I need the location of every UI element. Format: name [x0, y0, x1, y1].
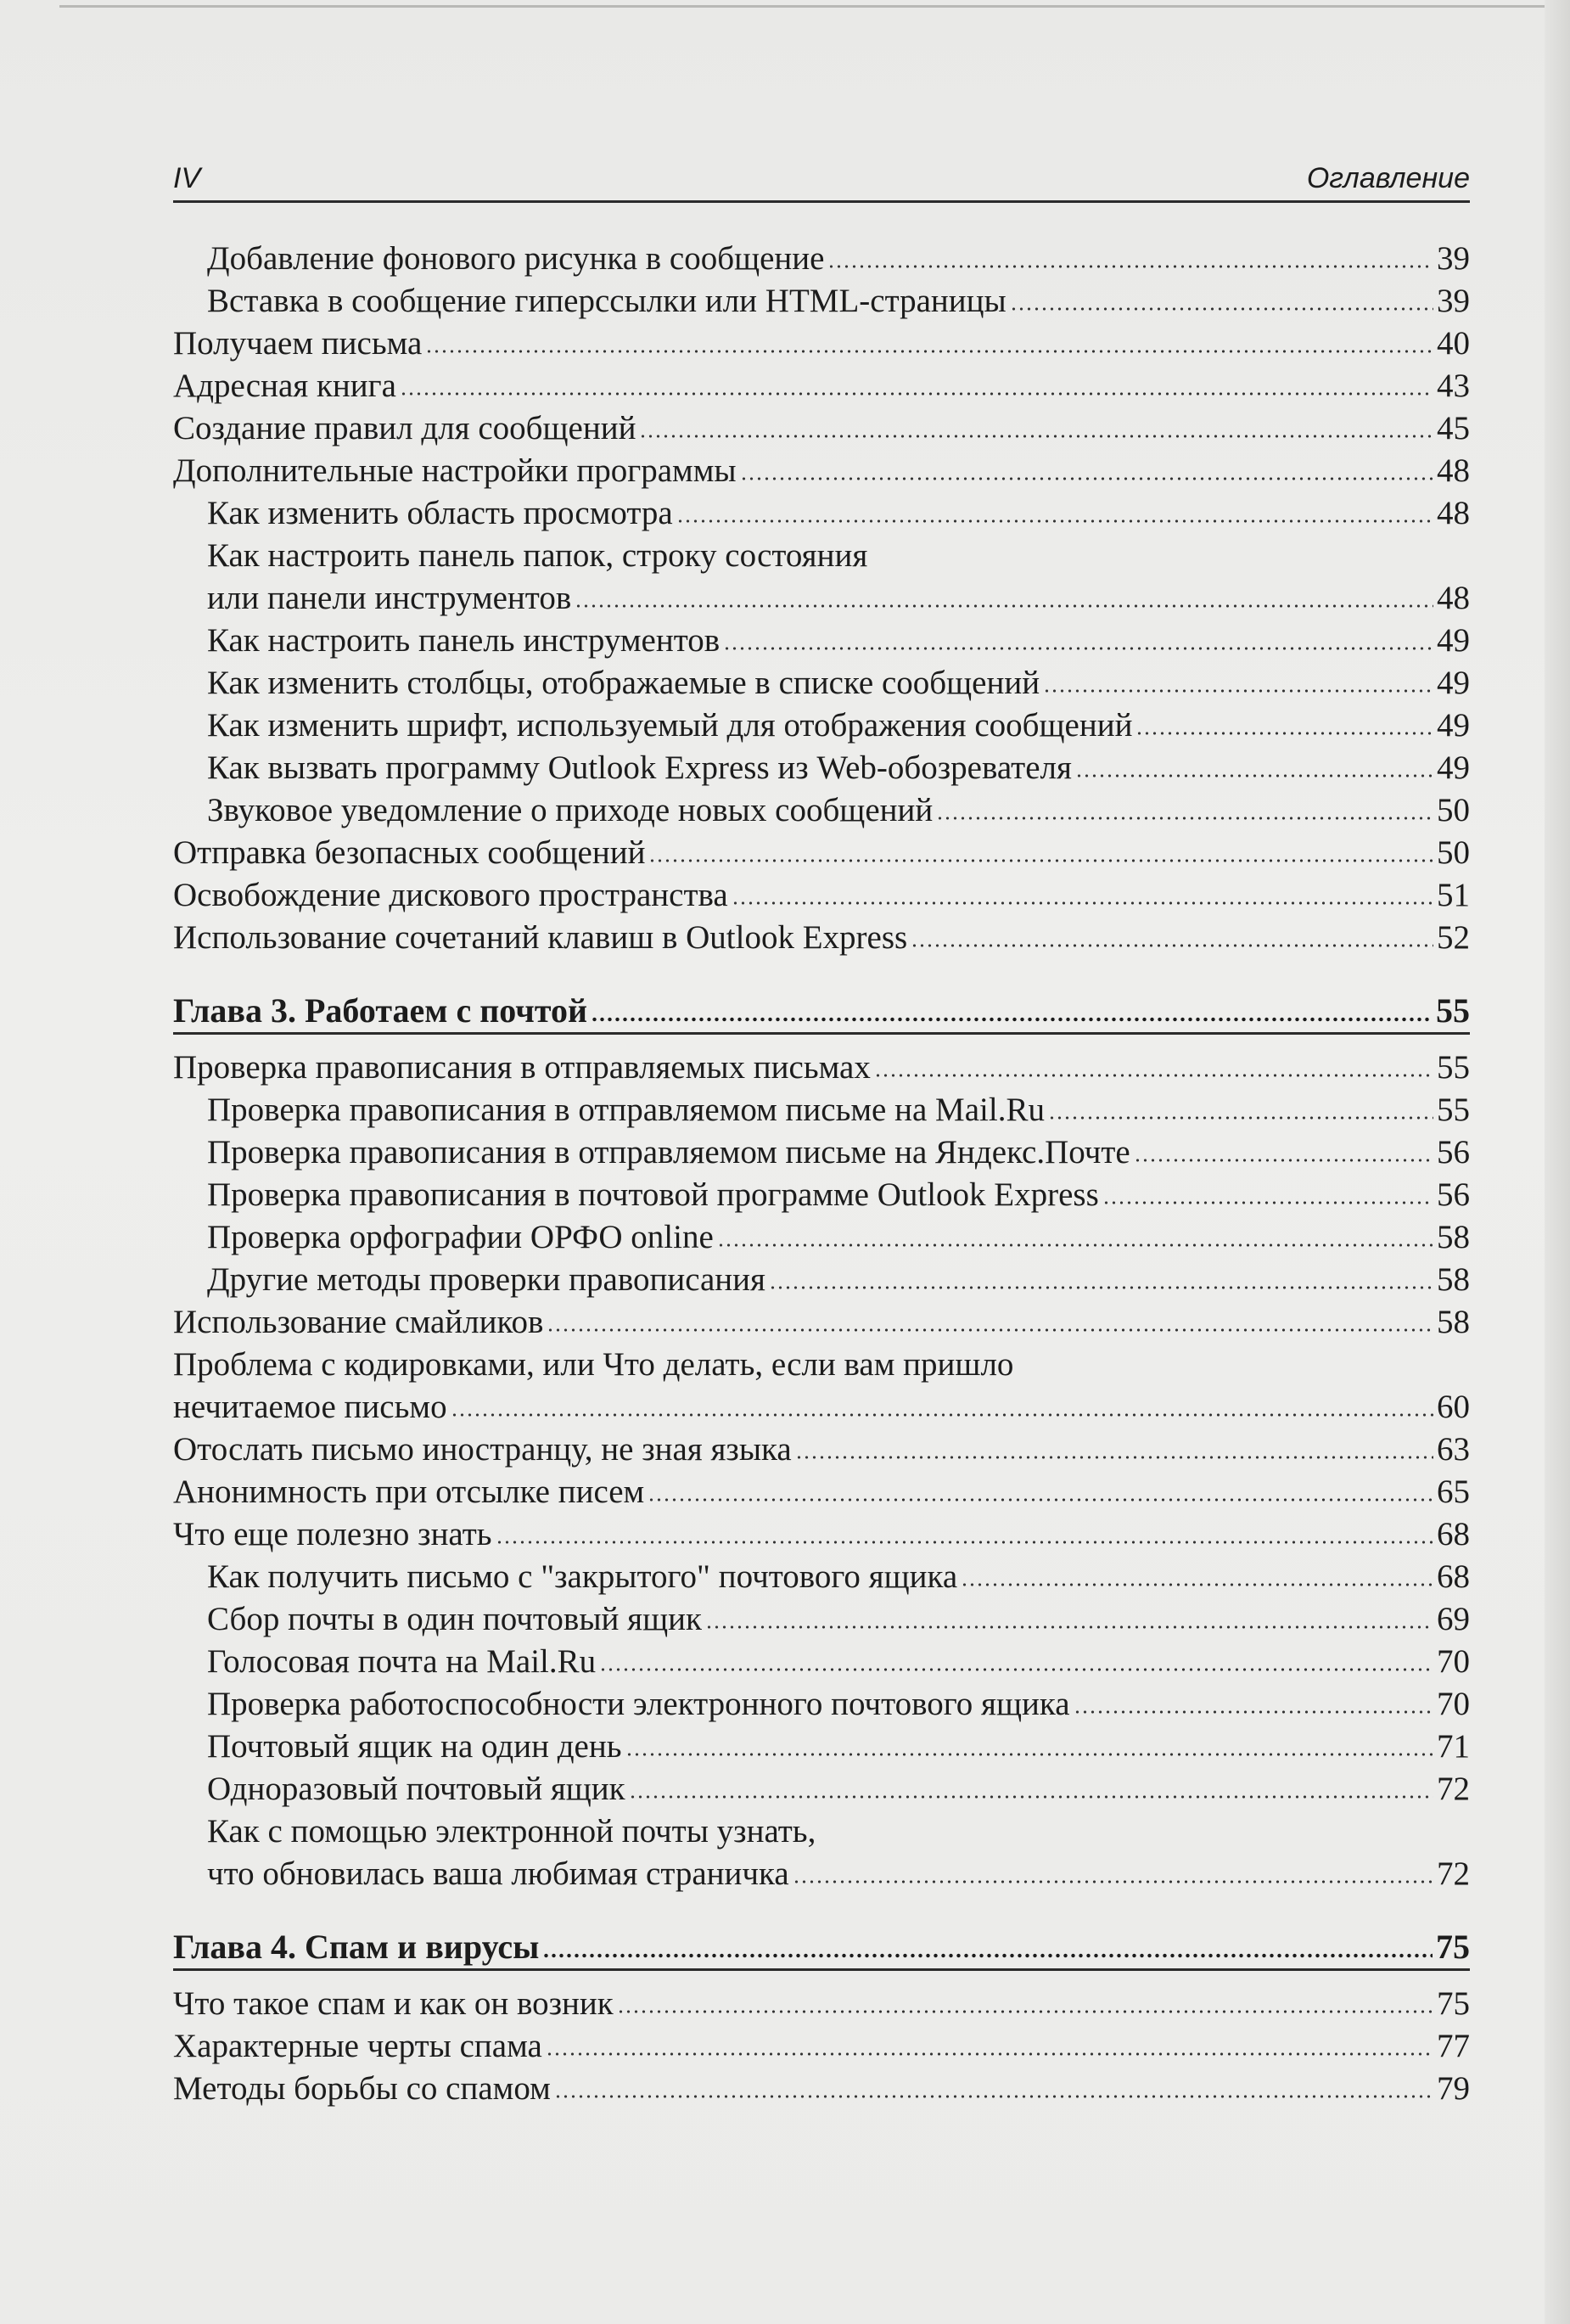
- leader-dots: [599, 1667, 1433, 1672]
- leader-dots: [1043, 688, 1433, 693]
- toc-entry-page: 43: [1437, 368, 1470, 404]
- toc-entry-title: Проверка правописания в отправляемом письме на Mail.Ru: [207, 1092, 1045, 1128]
- toc-entry-title: Создание правил для сообщений: [173, 410, 636, 446]
- toc-entry-title: Проверка орфографии ОРФО online: [207, 1219, 714, 1255]
- toc-entry-page: 56: [1437, 1134, 1470, 1170]
- leader-dots: [648, 1497, 1433, 1502]
- toc-entry-page: 56: [1437, 1176, 1470, 1213]
- toc-entry-page: 49: [1437, 665, 1470, 701]
- toc-entry[interactable]: [173, 662, 1470, 704]
- toc-entry[interactable]: [173, 1853, 1470, 1895]
- leader-dots: [705, 1625, 1433, 1630]
- chapter-page: 55: [1436, 991, 1470, 1030]
- toc-entry-title: Характерные черты спама: [173, 2028, 542, 2064]
- toc-entry-title: Проверка правописания в отправляемых письмах: [173, 1049, 871, 1086]
- toc-entry-title: Одноразовый почтовый ящик: [207, 1771, 625, 1807]
- toc-entry[interactable]: [173, 238, 1470, 280]
- toc-entry-page: 68: [1437, 1516, 1470, 1552]
- toc-entry-page: 55: [1437, 1092, 1470, 1128]
- toc-entry[interactable]: [173, 1471, 1470, 1513]
- toc-entry[interactable]: [173, 789, 1470, 832]
- toc-entry-title: Как изменить область просмотра: [207, 495, 673, 531]
- toc-entry[interactable]: [173, 1174, 1470, 1216]
- toc-entry[interactable]: [173, 1089, 1470, 1131]
- toc-entry-title: или панели инструментов: [207, 580, 572, 616]
- toc-entry-page: 50: [1437, 834, 1470, 871]
- toc-entry-page: 77: [1437, 2028, 1470, 2064]
- toc-entry[interactable]: [173, 407, 1470, 450]
- leader-dots: [723, 646, 1433, 651]
- leader-dots: [732, 901, 1433, 906]
- leader-dots: [936, 816, 1433, 821]
- chapter-title: Глава 3. Работаем с почтой: [173, 991, 587, 1030]
- toc-entry-title: Проверка правописания в отправляемом письме на Яндекс.Почте: [207, 1134, 1130, 1170]
- toc-entry-page: 40: [1437, 325, 1470, 362]
- toc-entry-page: 39: [1437, 283, 1470, 319]
- toc-entry[interactable]: [173, 1259, 1470, 1301]
- toc-entry-title: Использование смайликов: [173, 1304, 544, 1340]
- leader-dots: [625, 1752, 1433, 1757]
- toc-entry-title: что обновилась ваша любимая страничка: [207, 1855, 789, 1892]
- toc-entry-title: Голосовая почта на Mail.Ru: [207, 1643, 597, 1680]
- leader-dots: [961, 1582, 1433, 1587]
- toc-entry[interactable]: [173, 832, 1470, 874]
- leader-dots: [1010, 306, 1433, 312]
- toc-entry[interactable]: [173, 1641, 1470, 1683]
- toc-entry[interactable]: [173, 1047, 1470, 1089]
- toc-entry-page: 58: [1437, 1304, 1470, 1340]
- toc-entry-page: 75: [1437, 1985, 1470, 2022]
- leader-dots: [1102, 1200, 1433, 1205]
- toc-chapter-4[interactable]: [173, 1926, 1470, 1968]
- toc-entry-page: 50: [1437, 792, 1470, 828]
- toc-entry[interactable]: [173, 365, 1470, 407]
- toc-entry-page: 55: [1437, 1049, 1470, 1086]
- toc-entry-page: 45: [1437, 410, 1470, 446]
- leader-dots: [617, 2009, 1433, 2014]
- leader-dots: [546, 2052, 1433, 2057]
- toc-entry-title: Как с помощью электронной почты узнать,: [207, 1813, 816, 1850]
- toc-entry-title: Сбор почты в один почтовый ящик: [207, 1601, 702, 1637]
- toc-entry-title: Проверка работоспособности электронного почтового ящика: [207, 1686, 1070, 1722]
- leader-dots: [451, 1412, 1433, 1417]
- toc-entry-page: 39: [1437, 240, 1470, 277]
- toc-entry-title: нечитаемое письмо: [173, 1389, 447, 1425]
- toc-entry-title: Как изменить шрифт, используемый для отображения сообщений: [207, 707, 1133, 744]
- leader-dots: [629, 1794, 1433, 1799]
- leader-dots: [827, 264, 1433, 269]
- toc-entry[interactable]: [173, 1216, 1470, 1259]
- toc-entry-title: Почтовый ящик на один день: [207, 1728, 622, 1765]
- toc-entry[interactable]: [173, 1556, 1470, 1598]
- toc-entry-title: Отправка безопасных сообщений: [173, 834, 646, 871]
- toc-entry-title: Вставка в сообщение гиперссылки или HTML-страницы: [207, 283, 1006, 319]
- toc-entry-title: Проблема с кодировками, или Что делать, если вам пришло: [173, 1346, 1014, 1383]
- chapter-page: 75: [1436, 1928, 1470, 1966]
- toc-entry-page: 72: [1437, 1855, 1470, 1892]
- toc-entry-line1[interactable]: [173, 1344, 1470, 1386]
- toc-entry-title: Другие методы проверки правописания: [207, 1261, 765, 1298]
- toc-entry-page: 52: [1437, 919, 1470, 956]
- chapter-rule: [173, 1968, 1470, 1971]
- page-right-edge: [1545, 0, 1570, 2324]
- leader-dots: [717, 1243, 1433, 1248]
- toc-entry-page: 68: [1437, 1558, 1470, 1595]
- toc-entry[interactable]: [173, 917, 1470, 959]
- toc-entry[interactable]: [173, 1983, 1470, 2025]
- page-number: IV: [173, 162, 201, 194]
- leader-dots: [1048, 1115, 1433, 1120]
- page-top-edge: [59, 5, 1553, 8]
- toc-entry-page: 48: [1437, 452, 1470, 489]
- toc-entry-title: Звуковое уведомление о приходе новых сообщений: [207, 792, 934, 828]
- toc-entry[interactable]: [173, 1768, 1470, 1810]
- toc-entry-page: 79: [1437, 2070, 1470, 2107]
- toc-entry[interactable]: [173, 2025, 1470, 2068]
- chapter-rule: [173, 1032, 1470, 1035]
- leader-dots: [648, 858, 1433, 863]
- toc-entry[interactable]: [173, 874, 1470, 917]
- toc-entry[interactable]: [173, 323, 1470, 365]
- toc-entry-page: 49: [1437, 707, 1470, 744]
- toc-entry[interactable]: [173, 1301, 1470, 1344]
- toc-entry-page: 49: [1437, 622, 1470, 659]
- leader-dots: [575, 603, 1433, 609]
- toc-entry[interactable]: [173, 704, 1470, 747]
- toc-entry[interactable]: [173, 450, 1470, 492]
- toc-entry[interactable]: [173, 1386, 1470, 1429]
- table-of-contents: [173, 238, 1470, 2110]
- toc-entry-title: Как получить письмо с "закрытого" почтового ящика: [207, 1558, 958, 1595]
- toc-entry[interactable]: [173, 747, 1470, 789]
- leader-dots: [769, 1285, 1433, 1290]
- toc-entry-page: 72: [1437, 1771, 1470, 1807]
- toc-entry[interactable]: [173, 1726, 1470, 1768]
- toc-entry-title: Дополнительные настройки программы: [173, 452, 737, 489]
- toc-entry[interactable]: [173, 492, 1470, 535]
- toc-entry-line1[interactable]: [173, 535, 1470, 577]
- toc-entry[interactable]: [173, 1513, 1470, 1556]
- toc-entry-page: 58: [1437, 1261, 1470, 1298]
- toc-entry-page: 69: [1437, 1601, 1470, 1637]
- leader-dots: [554, 2094, 1433, 2099]
- leader-dots: [874, 1073, 1433, 1078]
- toc-entry-page: 71: [1437, 1728, 1470, 1765]
- leader-dots: [740, 476, 1433, 481]
- leader-dots: [496, 1540, 1433, 1545]
- toc-entry-page: 51: [1437, 877, 1470, 913]
- leader-dots: [1074, 1709, 1433, 1715]
- toc-entry-page: 58: [1437, 1219, 1470, 1255]
- toc-entry[interactable]: [173, 1131, 1470, 1174]
- chapter-title: Глава 4. Спам и вирусы: [173, 1928, 540, 1966]
- toc-chapter-3[interactable]: [173, 990, 1470, 1032]
- toc-entry-title: Как изменить столбцы, отображаемые в списке сообщений: [207, 665, 1040, 701]
- toc-entry-title: Получаем письма: [173, 325, 423, 362]
- toc-entry-page: 65: [1437, 1474, 1470, 1510]
- toc-entry-title: Анонимность при отсылке писем: [173, 1474, 645, 1510]
- leader-dots: [911, 943, 1433, 948]
- toc-entry[interactable]: [173, 577, 1470, 620]
- toc-entry-title: Что еще полезно знать: [173, 1516, 492, 1552]
- toc-entry-page: 48: [1437, 580, 1470, 616]
- leader-dots: [795, 1455, 1433, 1460]
- leader-dots: [1075, 773, 1433, 778]
- running-header: [173, 156, 1470, 203]
- leader-dots: [542, 1953, 1433, 1958]
- toc-entry[interactable]: [173, 1429, 1470, 1471]
- leader-dots: [400, 391, 1433, 396]
- toc-entry-title: Адресная книга: [173, 368, 396, 404]
- leader-dots: [591, 1017, 1433, 1022]
- toc-entry-page: 70: [1437, 1643, 1470, 1680]
- leader-dots: [676, 519, 1433, 524]
- toc-entry-page: 60: [1437, 1389, 1470, 1425]
- leader-dots: [639, 434, 1433, 439]
- leader-dots: [547, 1328, 1433, 1333]
- leader-dots: [425, 349, 1433, 354]
- toc-entry-page: 49: [1437, 749, 1470, 786]
- toc-entry-title: Отослать письмо иностранцу, не зная языка: [173, 1431, 792, 1468]
- leader-dots: [1135, 731, 1433, 736]
- toc-entry-title: Как настроить панель инструментов: [207, 622, 721, 659]
- toc-entry[interactable]: [173, 2068, 1470, 2110]
- toc-entry[interactable]: [173, 1683, 1470, 1726]
- toc-entry-page: 70: [1437, 1686, 1470, 1722]
- toc-entry-title: Методы борьбы со спамом: [173, 2070, 551, 2107]
- toc-entry-title: Использование сочетаний клавиш в Outlook Express: [173, 919, 908, 956]
- toc-entry-title: Добавление фонового рисунка в сообщение: [207, 240, 825, 277]
- toc-entry-title: Проверка правописания в почтовой программе Outlook Express: [207, 1176, 1099, 1213]
- toc-entry[interactable]: [173, 620, 1470, 662]
- toc-entry[interactable]: [173, 280, 1470, 323]
- toc-entry-page: 63: [1437, 1431, 1470, 1468]
- leader-dots: [1134, 1158, 1433, 1163]
- toc-entry[interactable]: [173, 1598, 1470, 1641]
- toc-entry-title: Как вызвать программу Outlook Express из Web-обозревателя: [207, 749, 1072, 786]
- toc-entry-line1[interactable]: [173, 1810, 1470, 1853]
- toc-entry-title: Как настроить панель папок, строку состояния: [207, 537, 868, 574]
- toc-entry-page: 48: [1437, 495, 1470, 531]
- toc-entry-title: Что такое спам и как он возник: [173, 1985, 614, 2022]
- toc-entry-title: Освобождение дискового пространства: [173, 877, 728, 913]
- section-title: Оглавление: [1306, 162, 1470, 194]
- leader-dots: [793, 1879, 1433, 1884]
